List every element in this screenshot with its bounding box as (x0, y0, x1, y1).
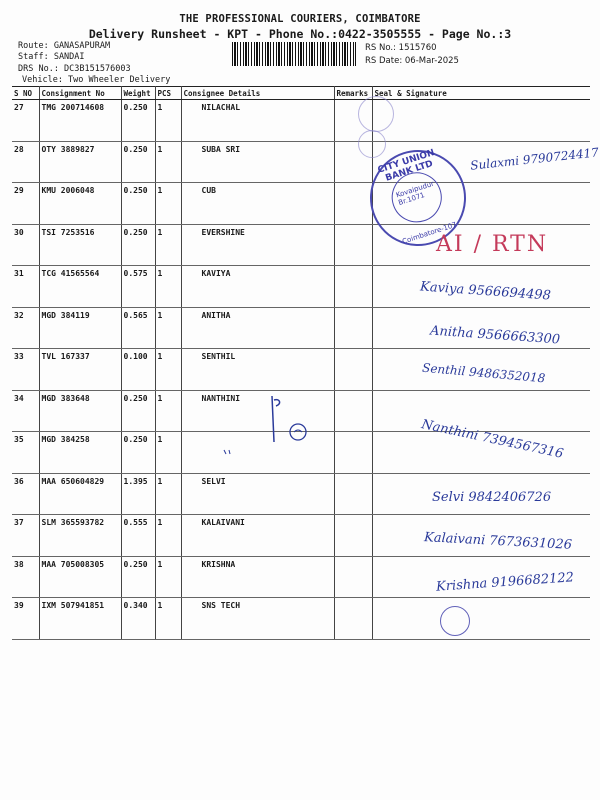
row-weight: 0.250 (121, 183, 155, 225)
row-sno: 28 (12, 141, 39, 183)
row-sno: 27 (12, 100, 39, 142)
row-pcs: 1 (155, 141, 181, 183)
row-remarks (334, 390, 372, 432)
row-signature (372, 100, 590, 142)
row-pcs: 1 (155, 473, 181, 515)
row-consignee: NILACHAL (181, 100, 334, 142)
row-remarks (334, 432, 372, 474)
meta-right (365, 42, 459, 68)
row-pcs: 1 (155, 266, 181, 308)
row-pcs: 1 (155, 100, 181, 142)
row-sno: 30 (12, 224, 39, 266)
row-weight: 0.250 (121, 390, 155, 432)
remark-return: AI / RTN (436, 232, 549, 257)
row-consignment: MGD 384258 (39, 432, 121, 474)
row-remarks (334, 224, 372, 266)
row-remarks (334, 473, 372, 515)
faint-seal-mark (358, 96, 394, 132)
drs-label: DRS No.: DC3B151576003 (18, 64, 131, 74)
col-weight: Weight (121, 87, 155, 100)
rs-date: RS Date: 06-Mar-2025 (365, 56, 459, 66)
table-row (12, 100, 590, 142)
staff-label: Staff: SANDAI (18, 51, 85, 62)
row-remarks (334, 515, 372, 557)
col-consignment: Consignment No (39, 87, 121, 100)
row-consignment: OTY 3889827 (39, 141, 121, 183)
runsheet-title: Delivery Runsheet - KPT - Phone No.:0422-3505555 - Page No.:3 (88, 27, 512, 41)
row-pcs: 1 (155, 432, 181, 474)
row-weight: 0.250 (121, 556, 155, 598)
row-sno: 32 (12, 307, 39, 349)
row-pcs: 1 (155, 183, 181, 225)
row-remarks (334, 266, 372, 308)
pen-scribble (210, 392, 320, 462)
col-sno: S NO (12, 87, 39, 100)
row-consignment: MGD 383648 (39, 390, 121, 432)
row-consignment: TCG 41565564 (39, 266, 121, 308)
row-consignment: MGD 384119 (39, 307, 121, 349)
signature-row-36: Selvi 9842406726 (432, 490, 552, 505)
row-sno: 35 (12, 432, 39, 474)
row-sno: 39 (12, 598, 39, 640)
signature-row-37: Kalaivani 7673631026 (423, 530, 573, 553)
row-consignee: NANTHINI (181, 390, 334, 432)
faint-seal-mark (358, 130, 386, 158)
row-consignee: SNS TECH (181, 598, 334, 640)
col-remarks: Remarks (334, 87, 372, 100)
row-weight: 0.565 (121, 307, 155, 349)
meta-left (18, 41, 170, 85)
row-weight: 0.340 (121, 598, 155, 640)
row-weight: 1.395 (121, 473, 155, 515)
row-weight: 0.250 (121, 100, 155, 142)
vehicle-label: Vehicle: Two Wheeler Delivery (22, 74, 171, 85)
row-consignee: ANITHA (181, 307, 334, 349)
company-name: THE PROFESSIONAL COURIERS, COIMBATORE (179, 13, 421, 25)
row-consignment: KMU 2006048 (39, 183, 121, 225)
signature-row-33: Senthil 9486352018 (421, 360, 546, 386)
table-row (12, 598, 590, 640)
row-pcs: 1 (155, 307, 181, 349)
row-consignee: KRISHNA (181, 556, 334, 598)
row-signature (372, 598, 590, 640)
row-weight: 0.575 (121, 266, 155, 308)
row-sno: 36 (12, 473, 39, 515)
row-weight: 0.250 (121, 432, 155, 474)
row-consignee: SUBA SRI (181, 141, 334, 183)
row-consignee: SELVI (181, 473, 334, 515)
row-consignee: KAVIYA (181, 266, 334, 308)
route-label: Route: GANASAPURAM (18, 41, 111, 51)
row-sno: 31 (12, 266, 39, 308)
row-signature (372, 390, 590, 432)
table-header (12, 87, 590, 100)
row-consignment: TSI 7253516 (39, 224, 121, 266)
row-sno: 37 (12, 515, 39, 557)
stamp-bank-name: CITY UNION BANK LTD (376, 147, 436, 184)
stamp-city: Coimbatore-107 (401, 220, 458, 246)
row-consignment: MAA 705008305 (39, 556, 121, 598)
row-remarks (334, 183, 372, 225)
signature-row-31: Kaviya 9566694498 (419, 279, 552, 304)
row-consignment: TMG 200714608 (39, 100, 121, 142)
row-weight: 0.250 (121, 224, 155, 266)
row-consignee: SENTHIL (181, 349, 334, 391)
table-row (12, 183, 590, 225)
signature-row-32: Anitha 9566663300 (429, 323, 561, 348)
row-sno: 38 (12, 556, 39, 598)
row-weight: 0.100 (121, 349, 155, 391)
row-consignee: EVERSHINE (181, 224, 334, 266)
col-pcs: PCS (155, 87, 181, 100)
rs-number: RS No.: 1515760 (365, 43, 437, 53)
row-sno: 29 (12, 183, 39, 225)
row-weight: 0.250 (121, 141, 155, 183)
signature-row-38: Krishna 9196682122 (435, 570, 575, 595)
row-remarks (334, 349, 372, 391)
row-sno: 33 (12, 349, 39, 391)
row-consignment: TVL 167337 (39, 349, 121, 391)
row-consignment: SLM 365593782 (39, 515, 121, 557)
scribble-seal-mark (440, 606, 470, 636)
row-pcs: 1 (155, 224, 181, 266)
row-pcs: 1 (155, 598, 181, 640)
row-consignee: KALAIVANI (181, 515, 334, 557)
signature-row-35: Nanthini 7394567316 (420, 417, 565, 462)
col-signature: Seal & Signature (372, 87, 590, 100)
row-remarks (334, 556, 372, 598)
row-weight: 0.555 (121, 515, 155, 557)
signature-row-28: Sulaxmi 9790724417 (469, 145, 600, 173)
row-remarks (334, 598, 372, 640)
row-pcs: 1 (155, 556, 181, 598)
row-consignment: IXM 507941851 (39, 598, 121, 640)
barcode-image (232, 42, 356, 66)
row-remarks (334, 307, 372, 349)
row-consignee: CUB (181, 183, 334, 225)
row-consignment: MAA 650604829 (39, 473, 121, 515)
row-pcs: 1 (155, 349, 181, 391)
row-pcs: 1 (155, 390, 181, 432)
stamp-branch: Kovaipudur Br.1071 (394, 179, 436, 208)
row-pcs: 1 (155, 515, 181, 557)
row-sno: 34 (12, 390, 39, 432)
col-consignee: Consignee Details (181, 87, 334, 100)
